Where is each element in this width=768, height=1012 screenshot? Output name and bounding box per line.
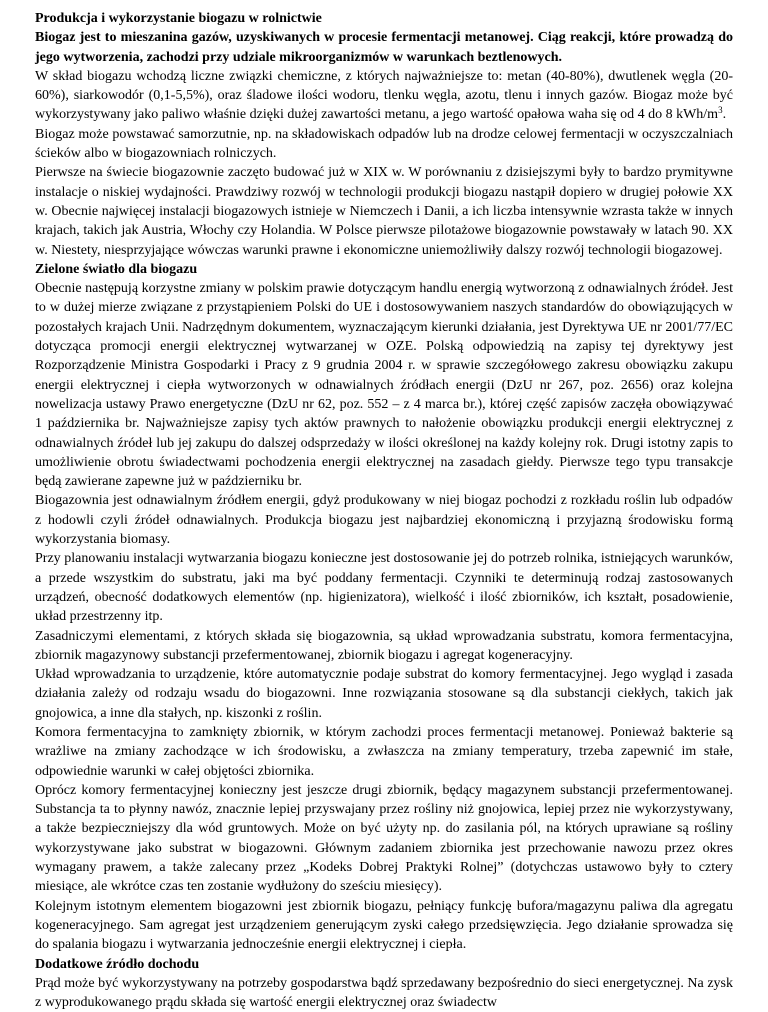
paragraph: Przy planowaniu instalacji wytwarzania biogazu konieczne jest dostosowanie jej do potrzeb rolnika, istniejących warunków, a przede wszystkim do substratu, jaki ma być poddany fermentacji. Czynniki te determinują rodzaj zastosowanych urządzeń, obecność dodatkowych elementów (np. higienizatora), wielkość i ilość zbiorników, ich kształt, posadowienie, układ przestrzenny itp.	[35, 551, 733, 625]
document-body	[35, 9, 733, 1012]
paragraph: Obecnie następują korzystne zmiany w polskim prawie dotyczącym handlu energią wytworzoną z odnawialnych źródeł. Jest to w dużej mierze związane z przystąpieniem Polski do UE i dostosowywaniem naszych standardów do obowiązujących w pozostałych krajach Unii. Nadrzędnym dokumentem, wyznaczającym kierunki działania, jest Dyrektywa UE nr 2001/77/EC dotycząca promocji energii elektrycznej wytwarzanej w OZE. Polską odpowiedzią na zapisy tej dyrektywy jest Rozporządzenie Ministra Gospodarki i Pracy z 9 grudnia 2004 r. w sprawie szczegółowego zakresu obowiązku zakupu energii elektrycznej i ciepła wytworzonych w odnawialnych źródłach energii (DzU nr 267, poz. 2656) oraz kolejna nowelizacja ustawy Prawo energetyczne (DzU nr 62, poz. 552 – z 4 marca br.), której część zapisów zaczęła obowiązywać 1 października br. Najważniejsze zapisy tych aktów prawnych to nałożenie obowiązku produkcji energii elektrycznej z odnawialnych źródeł lub jej zakupu do dalszej odsprzedaży w ilości określonej na każdy kolejny rok. Drugi istotny zapis to umożliwienie obrotu świadectwami pochodzenia energii elektrycznej na zasadach giełdy. Pierwsze tego typu transakcje będą zawierane zapewne już w październiku br.	[35, 281, 733, 490]
paragraph: Pierwsze na świecie biogazownie zaczęto budować już w XIX w. W porównaniu z dzisiejszymi były to bardzo prymitywne instalacje o niskiej wydajności. Prawdziwy rozwój w technologii produkcji biogazu nastąpił dopiero w drugiej połowie XX w. Obecnie najwięcej instalacji biogazowych istnieje w Niemczech i Danii, a ich liczba intensywnie wzrasta także w innych krajach, takich jak Austria, Włochy czy Holandia. W Polsce pierwsze pilotażowe biogazownie powstawały w latach 90. XX w. Niestety, niesprzyjające wówczas warunki prawne i ekonomiczne uniemożliwiły dalszy rozwój technologii biogazowej.	[35, 165, 733, 258]
article-lead: Biogaz jest to mieszanina gazów, uzyskiwanych w procesie fermentacji metanowej. Ciąg reakcji, które prowadzą do jego wytworzenia, zachodzi przy udziale mikroorganizmów w warunkach beztlenowych.	[35, 30, 733, 65]
paragraph-text: W skład biogazu wchodzą liczne związki chemiczne, z których najważniejsze to: metan (40-80%), dwutlenek węgla (20-60%), siarkowodór (0,1-5,5%), oraz śladowe ilości wodoru, tlenku węgla, azotu, tlenu i innych gazów. Biogaz może być wykorzystywany jako paliwo właśnie dzięki dużej zawartości metanu, a jego wartość opałowa waha się od 4 do 8 kWh/m	[35, 68, 733, 123]
paragraph: Układ wprowadzania to urządzenie, które automatycznie podaje substrat do komory fermentacyjnej. Jego wygląd i zasada działania zależy od rodzaju wsadu do biogazowni. Inne rozwiązania stosowane są dla substancji ciekłych, takich jak gnojowica, a inne dla stałych, np. kiszonki z roślin.	[35, 667, 733, 721]
paragraph: Kolejnym istotnym elementem biogazowni jest zbiornik biogazu, pełniący funkcję bufora/magazynu paliwa dla agregatu kogeneracyjnego. Sam agregat jest urządzeniem generującym zyski całego przedsięwzięcia. Jego działanie sprowadza się do spalania biogazu i wytwarzania jednocześnie energii elektrycznej i ciepła.	[35, 898, 733, 953]
paragraph-end: .	[722, 107, 727, 123]
superscript: 3	[718, 105, 723, 116]
section-heading: Dodatkowe źródło dochodu	[35, 956, 200, 972]
section-heading: Zielone światło dla biogazu	[35, 261, 198, 277]
paragraph	[35, 67, 733, 125]
paragraph: Komora fermentacyjna to zamknięty zbiornik, w którym zachodzi proces fermentacji metanowej. Ponieważ bakterie są wrażliwe na zmiany zachodzące w ich środowisku, a zwłaszcza na zmiany temperatury, trzeba zapewnić im stałe, odpowiednie warunki w całej objętości zbiornika.	[35, 724, 733, 779]
paragraph: Zasadniczymi elementami, z których składa się biogazownia, są układ wprowadzania substratu, komora fermentacyjna, zbiornik magazynowy substancji przefermentowanej, zbiornik biogazu i agregat kogeneracyjny.	[35, 628, 733, 663]
paragraph: Oprócz komory fermentacyjnej konieczny jest jeszcze drugi zbiornik, będący magazynem substancji przefermentowanej. Substancja ta to płynny nawóz, znacznie lepiej przyswajany przez rośliny niż gnojowica, lepiej przez nie wykorzystywany, a także bezpieczniejszy dla wód gruntowych. Może on być użyty np. do zasilania pól, na których uprawiane są rośliny wykorzystywane jako substrat w biogazowni. Głównym zadaniem zbiornika jest przechowanie nawozu przez okres wymagany prawem, a także zalecany przez „Kodeks Dobrej Praktyki Rolnej” (dotychczas ustawowo były to cztery miesiące, ale wkrótce czas ten zostanie wydłużony do sześciu miesięcy).	[35, 782, 733, 895]
paragraph: Prąd może być wykorzystywany na potrzeby gospodarstwa bądź sprzedawany bezpośrednio do sieci energetycznej. Na zysk z wyprodukowanego prądu składa się wartość energii elektrycznej oraz świadectw	[35, 975, 733, 1011]
article-title: Produkcja i wykorzystanie biogazu w rolnictwie	[35, 11, 322, 26]
paragraph: Biogaz może powstawać samorzutnie, np. na składowiskach odpadów lub na drodze celowej fermentacji w oczyszczalniach ścieków albo w biogazowniach rolniczych.	[35, 126, 733, 162]
paragraph: Biogazownia jest odnawialnym źródłem energii, gdyż produkowany w niej biogaz pochodzi z rozkładu roślin lub odpadów z hodowli czyli źródeł odnawialnych. Produkcja biogazu jest najbardziej ekonomiczną i przyjazną środowisku formą wykorzystania biomasy.	[35, 493, 733, 548]
